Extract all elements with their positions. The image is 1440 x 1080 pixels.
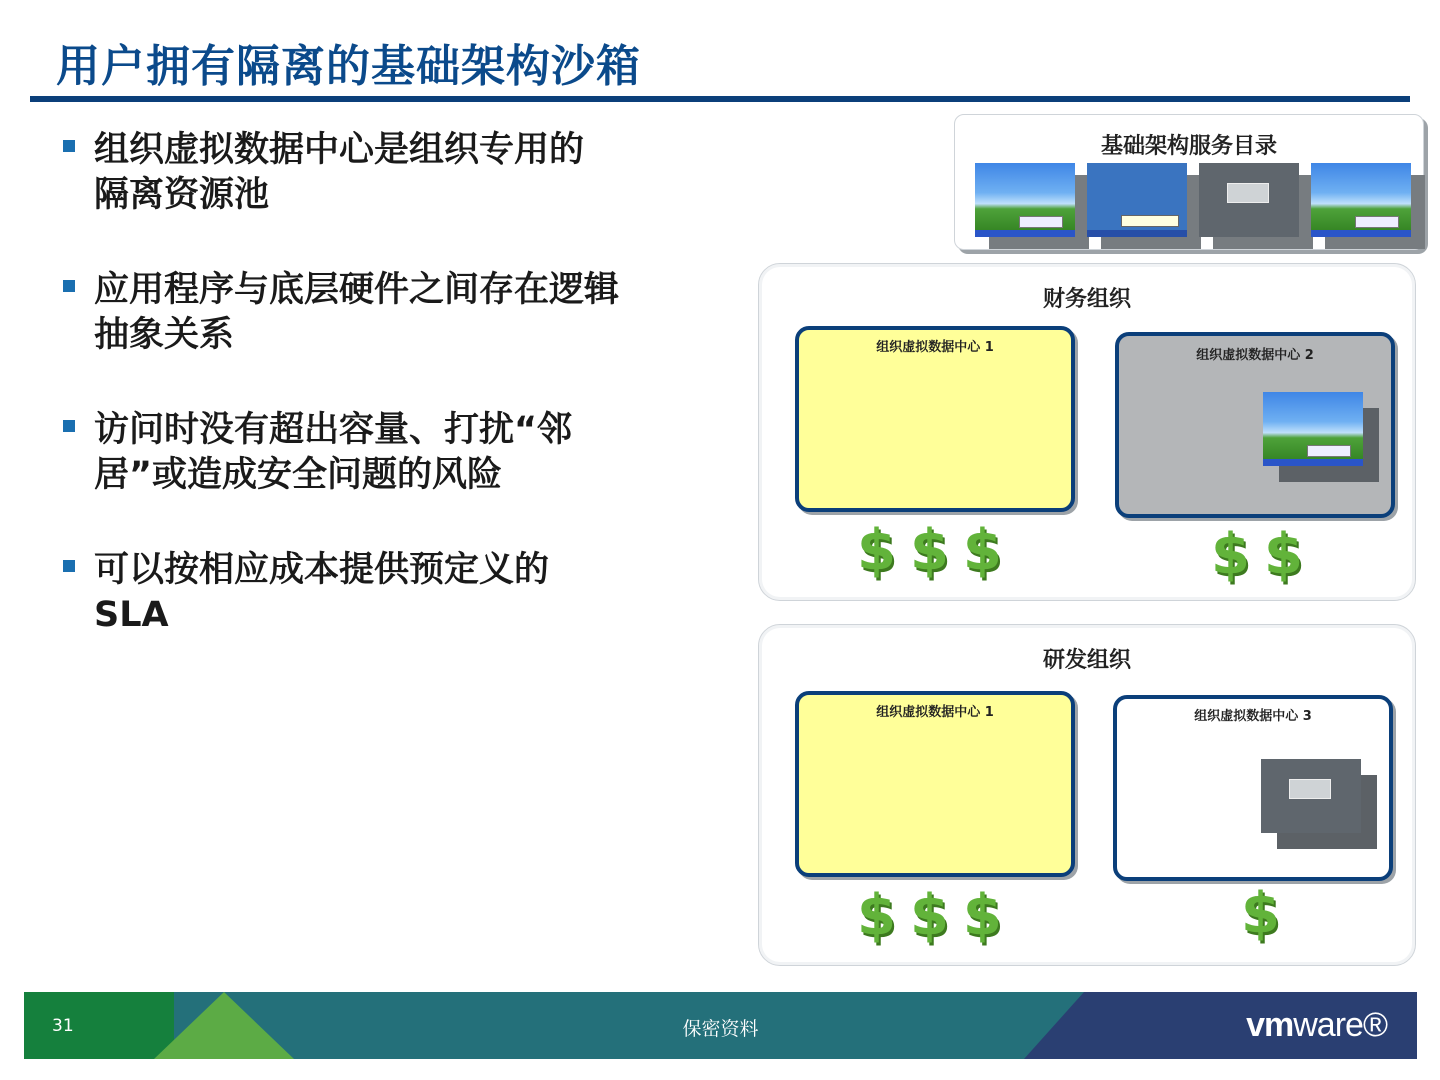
vdc-label: 组织虚拟数据中心 1 (876, 705, 994, 720)
vmware-logo (1246, 1006, 1387, 1045)
bullet-text-line2: 居”或造成安全问题的风险 (94, 455, 503, 495)
logo-bold: vm (1246, 1006, 1294, 1044)
bullet-text-line2: 抽象关系 (94, 315, 235, 355)
finance-org-panel (758, 263, 1416, 601)
bullet-square-icon (63, 280, 75, 292)
login-screen-icon (1199, 163, 1299, 237)
bullet-item (60, 268, 740, 358)
bullet-text-line1: 应用程序与底层硬件之间存在逻辑 (94, 270, 620, 310)
xp-desktop-icon (975, 163, 1075, 237)
xp-desktop-icon (1311, 163, 1411, 237)
footer-bar (24, 992, 1417, 1059)
vm-thumbnail-server-desktop (1087, 163, 1187, 237)
bullet-text-line1: 访问时没有超出容量、打扰“邻 (94, 410, 573, 450)
title-divider (30, 96, 1410, 102)
cost-indicator: $$$ (857, 883, 1016, 948)
bullet-square-icon (63, 560, 75, 572)
bullet-item (60, 128, 740, 218)
org-vdc-2 (1115, 332, 1395, 518)
cost-indicator: $$ (1211, 522, 1317, 587)
rnd-org-panel (758, 624, 1416, 966)
cost-indicator: $$$ (857, 518, 1016, 583)
bullet-item (60, 548, 740, 638)
vm-thumbnail-login-screen (1261, 759, 1361, 833)
confidential-label: 保密资料 (682, 1018, 759, 1040)
cost-indicator: $ (1241, 881, 1294, 946)
org-vdc-1 (795, 691, 1075, 877)
bullet-text-line1: 组织虚拟数据中心是组织专用的 (94, 130, 585, 170)
slide-title: 用户拥有隔离的基础架构沙箱 (56, 41, 641, 92)
catalog-title: 基础架构服务目录 (1100, 134, 1277, 159)
logo-rest: ware® (1293, 1006, 1387, 1044)
vm-thumbnail-xp-desktop (1311, 163, 1411, 237)
login-screen-icon (1261, 759, 1361, 833)
bullet-item (60, 408, 740, 498)
bullet-text-line1: 可以按相应成本提供预定义的 (94, 550, 550, 590)
service-catalog-panel (954, 114, 1424, 250)
vm-thumbnail-xp-desktop (975, 163, 1075, 237)
page-number: 31 (52, 1016, 74, 1036)
bullet-square-icon (63, 140, 75, 152)
org-vdc-1 (795, 326, 1075, 512)
bullet-text-line2: 隔离资源池 (94, 175, 270, 215)
vdc-label: 组织虚拟数据中心 2 (1196, 348, 1314, 363)
vdc-label: 组织虚拟数据中心 1 (876, 340, 994, 355)
org-title: 财务组织 (1042, 287, 1131, 312)
vm-thumbnail-login-screen (1199, 163, 1299, 237)
org-title: 研发组织 (1042, 648, 1131, 673)
vdc-label: 组织虚拟数据中心 3 (1194, 709, 1312, 724)
xp-desktop-icon (1263, 392, 1363, 466)
org-vdc-3 (1113, 695, 1393, 881)
bullet-text-line2: SLA (94, 595, 169, 635)
bullet-list (60, 128, 740, 688)
vm-thumbnail-xp-desktop (1263, 392, 1363, 466)
bullet-square-icon (63, 420, 75, 432)
server-desktop-icon (1087, 163, 1187, 237)
